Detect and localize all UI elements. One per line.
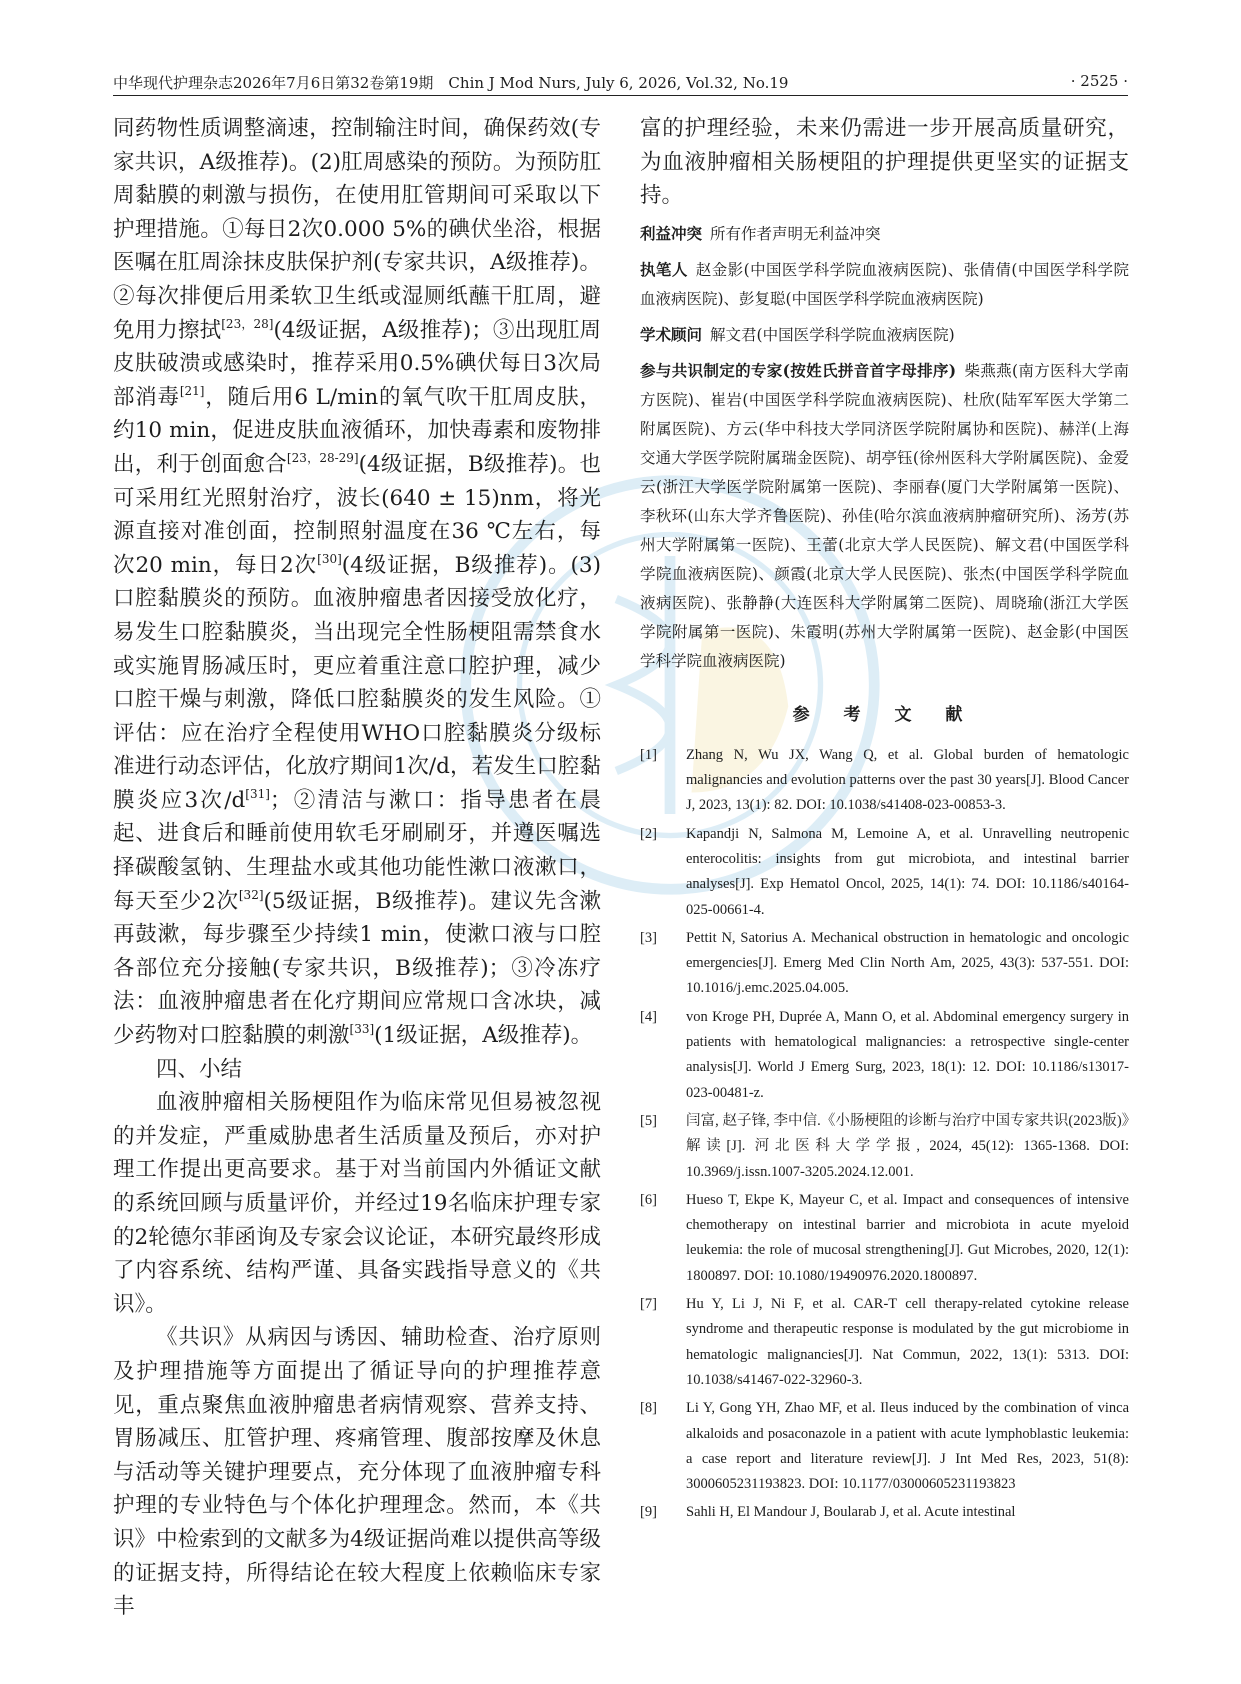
reference-item: [9] Sahli H, El Mandour J, Boularab J, et al. Acute intestinal: [640, 1504, 1016, 1521]
citation: [23，28]: [221, 316, 274, 331]
reference-item: [5] 闫富, 赵子锋, 李中信.《小肠梗阻的诊断与治疗中国专家共识(2023版)》解读[J]. 河北医科大学学报, 2024, 45(12): 1365-1368. DOI: 10.3969/j.issn.1007-3205.2024.12.001.: [640, 1112, 1129, 1180]
citation: [32]: [238, 887, 264, 902]
reference-item: [3] Pettit N, Satorius A. Mechanical obstruction in hematologic and oncologic emergencies[J]. Emerg Med Clin North Am, 2025, 43(3): 537-551. DOI: 10.1016/j.emc.2025.04.005.: [640, 929, 1129, 997]
reference-list: [640, 743, 1129, 1526]
academic-advisor: 学术顾问 解文君(中国医学科学院血液病医院): [640, 324, 955, 344]
reference-item: [8] Li Y, Gong YH, Zhao MF, et al. Ileus induced by the combination of vinca alkaloids and posaconazole in a patient with acute lymphoblastic leukemia: a case report and literature review[J]. J Int Med Res, 2023, 51(8): 3000605231193823. DOI: 10.1177/03000605231193823: [640, 1400, 1129, 1493]
conflict-of-interest: 利益冲突 所有作者声明无利益冲突: [640, 223, 881, 243]
reference-item: [7] Hu Y, Li J, Ni F, et al. CAR-T cell therapy-related cytokine release syndrome and therapeutic response is modulated by the gut microbiome in hematologic malignancies[J]. Nat Commun, 2022, 13(1): 5313. DOI: 10.1038/s41467-022-32960-3.: [640, 1296, 1129, 1388]
body-paragraph: 同药物性质调整滴速，控制输注时间，确保药效(专家共识，A级推荐)。(2)肛周感染的预防。为预防肛周黏膜的刺激与损伤，在使用肛管期间可采取以下护理措施。①每日2次0.000 5%的碘伏坐浴，根据医嘱在肛周涂抹皮肤保护剂(专家共识，A级推荐)。②每次排便后用柔软卫生纸或湿厕纸蘸干肛周，避免用力擦拭[23，28](4级证据，A级推荐)；③出现肛周皮肤破溃或感染时，推荐采用0.5%碘伏每日3次局部消毒[21]，随后用6 L/min的氧气吹干肛周皮肤，约10 min，促进皮肤血液循环，加快毒素和废物排出，利于创面愈合[23，28-29](4级证据，B级推荐)。也可采用红光照射治疗，波长(640 ± 15)nm，将光源直接对准创面，控制照射温度在36 ℃左右，每次20 min，每日2次[30](4级证据，B级推荐)。(3)口腔黏膜炎的预防。血液肿瘤患者因接受放化疗，易发生口腔黏膜炎，当出现完全性肠梗阻需禁食水或实施胃肠减压时，更应着重注意口腔护理，减少口腔干燥与刺激，降低口腔黏膜炎的发生风险。①评估：应在治疗全程使用WHO口腔黏膜炎分级标准进行动态评估，化放疗期间1次/d，若发生口腔黏膜炎应3次/d[31]；②清洁与漱口：指导患者在晨起、进食后和睡前使用软毛牙刷刷牙，并遵医嘱选择碳酸氢钠、生理盐水或其他功能性漱口液漱口，每天至少2次[32](5级证据，B级推荐)。建议先含漱再鼓漱，每步骤至少持续1 min，使漱口液与口腔各部位充分接触(专家共识，B级推荐)；③冷冻疗法：血液肿瘤患者在化疗期间应常规口含冰块，减少药物对口腔黏膜的刺激[33](1级证据，A级推荐)。: [113, 116, 602, 1049]
citation: [21]: [179, 383, 205, 398]
left-column: [113, 112, 601, 1624]
journal-info: 中华现代护理杂志2026年7月6日第32卷第19期 Chin J Mod Nurs, July 6, 2026, Vol.32, No.19: [113, 74, 789, 92]
expert-list: 参与共识制定的专家(按姓氏拼音首字母排序) 柴燕燕(南方医科大学南方医院)、崔岩(中国医学科学院血液病医院)、杜欣(陆军军医大学第二附属医院)、方云(华中科技大学同济医学院附属协和医院)、赫洋(上海交通大学医学院附属瑞金医院)、胡亭钰(徐州医科大学附属医院)、金爱云(浙江大学医学院附属第一医院)、李丽春(厦门大学附属第一医院)、李秋环(山东大学齐鲁医院)、孙佳(哈尔滨血液病肿瘤研究所)、汤芳(苏州大学附属第一医院)、王蕾(北京大学人民医院)、解文君(中国医学科学院血液病医院)、颜霞(北京大学人民医院)、张杰(中国医学科学院血液病医院)、张静静(大连医科大学附属第二医院)、周晓瑜(浙江大学医学院附属第一医院)、朱霞明(苏州大学附属第一医院)、赵金影(中国医学科学院血液病医院): [640, 360, 1129, 670]
citation: [23，28-29]: [286, 450, 359, 465]
citation: [31]: [245, 786, 270, 801]
citation: [30]: [317, 551, 342, 566]
writers: 执笔人 赵金影(中国医学科学院血液病医院)、张倩倩(中国医学科学院血液病医院)、彭复聪(中国医学科学院血液病医院): [640, 259, 1129, 308]
running-header: [113, 67, 1128, 96]
citation: [33]: [349, 1022, 375, 1037]
reference-item: [1] Zhang N, Wu JX, Wang Q, et al. Global burden of hematologic malignancies and evolution patterns over the past 30 years[J]. Blood Cancer J, 2023, 13(1): 82. DOI: 10.1038/s41408-023-00853-3.: [640, 746, 1129, 814]
reference-item: [4] von Kroge PH, Duprée A, Mann O, et al. Abdominal emergency surgery in patients with hematological malignancies: a retrospective single-center analysis[J]. World J Emerg Surg, 2023, 18(1): 12. DOI: 10.1186/s13017-023-00481-z.: [640, 1008, 1129, 1101]
body-paragraph: 富的护理经验，未来仍需进一步开展高质量研究，为血液肿瘤相关肠梗阻的护理提供更坚实的证据支持。: [640, 116, 1129, 209]
reference-item: [6] Hueso T, Ekpe K, Mayeur C, et al. Impact and consequences of intensive chemotherapy on intestinal barrier and microbiota in acute myeloid leukemia: the role of mucosal strengthening[J]. Gut Microbes, 2020, 12(1): 1800897. DOI: 10.1080/19490976.2020.1800897.: [640, 1191, 1129, 1284]
page-number: · 2525 ·: [1070, 72, 1128, 90]
references-title: 参 考 文 献: [792, 704, 977, 725]
reference-item: [2] Kapandji N, Salmona M, Lemoine A, et al. Unravelling neutropenic enterocolitis: insights from gut microbiota, and intestinal barrier analyses[J]. Exp Hematol Oncol, 2025, 14(1): 74. DOI: 10.1186/s40164-025-00661-4.: [640, 825, 1129, 918]
body-paragraph: 《共识》从病因与诱因、辅助检查、治疗原则及护理措施等方面提出了循证导向的护理推荐意见，重点聚焦血液肿瘤患者病情观察、营养支持、胃肠减压、肛管护理、疼痛管理、腹部按摩及休息与活动等关键护理要点，充分体现了血液肿瘤专科护理的专业特色与个体化护理理念。然而，本《共识》中检索到的文献多为4级证据尚难以提供高等级的证据支持，所得结论在较大程度上依赖临床专家丰: [113, 1325, 601, 1620]
section-heading: 四、小结: [156, 1056, 243, 1082]
body-paragraph: 血液肿瘤相关肠梗阻作为临床常见但易被忽视的并发症，严重威胁患者生活质量及预后，亦对护理工作提出更高要求。基于对当前国内外循证文献的系统回顾与质量评价，并经过19名临床护理专家的2轮德尔菲函询及专家会议论证，本研究最终形成了内容系统、结构严谨、具备实践指导意义的《共识》。: [113, 1090, 601, 1317]
right-column: [640, 112, 1129, 1529]
